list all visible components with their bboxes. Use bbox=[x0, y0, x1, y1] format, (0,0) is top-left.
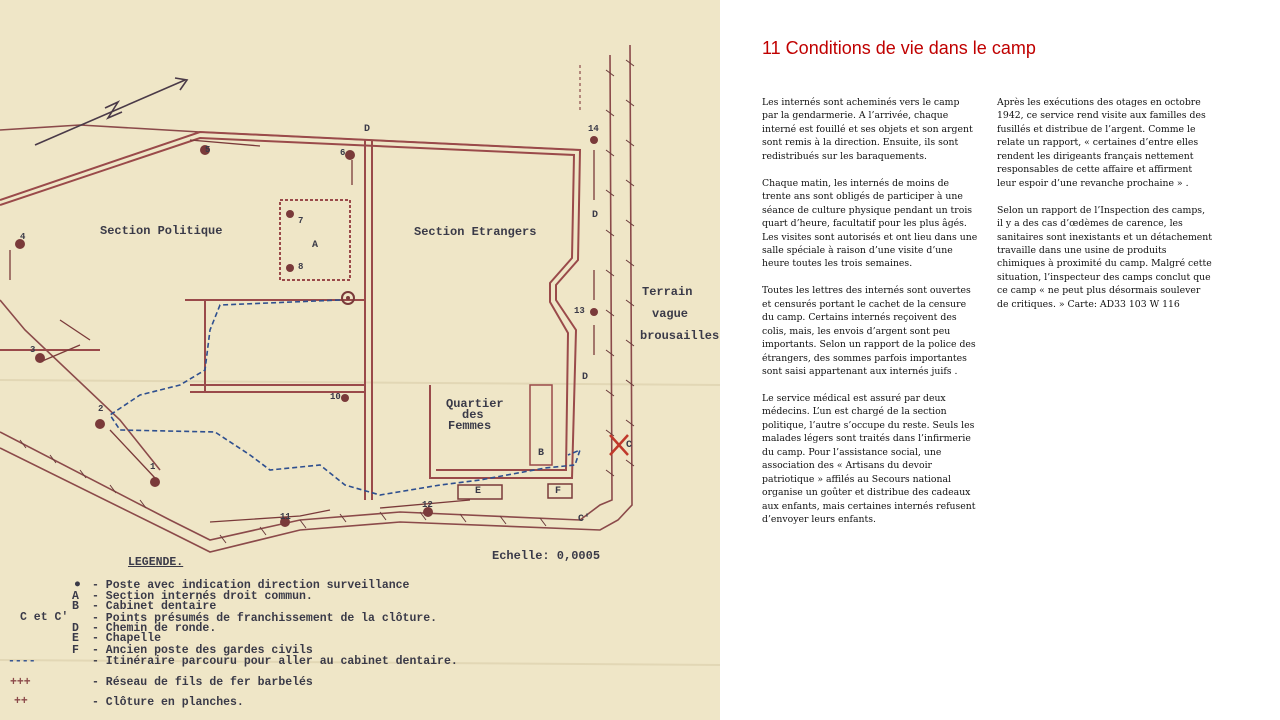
legend-key: ++ bbox=[14, 695, 28, 708]
legend-key: ● bbox=[74, 578, 81, 591]
legend-text: - Section internés droit commun. bbox=[92, 590, 313, 603]
post-number: 11 bbox=[280, 512, 291, 522]
post-number: 8 bbox=[298, 262, 304, 272]
legend-key: E bbox=[72, 632, 79, 645]
label-brousailles: brousailles bbox=[640, 329, 720, 343]
label-quartier: Quartier bbox=[446, 397, 504, 411]
legend-text: - Points présumés de franchissement de la clôture. bbox=[92, 612, 438, 625]
label-d-top: D bbox=[364, 124, 371, 135]
paragraph: Les internés sont acheminés vers le camp par la gendarmerie. A l’arrivée, chaque interné est fouillé et ses objets et son argent sont remis à la direction. Ensuite, ils sont redistribués sur les baraquements. bbox=[762, 97, 973, 162]
legend-text: - Chemin de ronde. bbox=[92, 622, 217, 635]
label-section-politique: Section Politique bbox=[100, 224, 223, 238]
legend-text: - Cabinet dentaire bbox=[92, 600, 217, 613]
legend-key: A bbox=[72, 590, 79, 603]
legend-key: D bbox=[72, 622, 79, 635]
post-number: 12 bbox=[422, 500, 433, 510]
post-number: 1 bbox=[150, 462, 156, 472]
post-number: 7 bbox=[298, 216, 304, 226]
legend-key: F bbox=[72, 644, 79, 657]
paragraph: Après les exécutions des otages en octobre 1942, ce service rend visite aux familles des fusillés et distribue de l’argent. Comme le relate un rapport, « certaines d’entre elles rendent les dirigeants français nettement responsables de cette affaire et affirment leur espoir d’une revanche prochaine » . bbox=[997, 97, 1206, 189]
text-column-right bbox=[997, 96, 1213, 325]
map-scale: Echelle: 0,0005 bbox=[492, 549, 601, 563]
legend-text: - Chapelle bbox=[92, 632, 162, 645]
guard-posts bbox=[15, 136, 598, 527]
label-a: A bbox=[312, 240, 319, 251]
label-terrain: Terrain bbox=[642, 285, 693, 299]
paragraph: Selon un rapport de l’Inspection des camps, il y a des cas d’œdèmes de carence, les sanitaires sont inexistants et un détachement travaille dans une usine de produits chimiques à proximité du camp. Malgré cette situation, l’inspecteur des camps conclut que ce camp « ne peut plus désormais soulever de critiques. » Carte: AD33 103 W 116 bbox=[997, 204, 1213, 310]
slide-title: 11 Conditions de vie dans le camp bbox=[762, 38, 1036, 58]
surveillance-arrows bbox=[10, 140, 594, 522]
legend-key: ---- bbox=[8, 655, 36, 668]
legend-title: LEGENDE. bbox=[128, 556, 184, 569]
label-vague: vague bbox=[652, 307, 689, 321]
post-number: 6 bbox=[340, 148, 346, 158]
label-d-lower: D bbox=[582, 372, 589, 383]
legend-text: - Poste avec indication direction surveillance bbox=[92, 579, 410, 592]
legend-text: - Clôture en planches. bbox=[92, 696, 244, 709]
post-number: 14 bbox=[588, 124, 599, 134]
label-section-etrangers: Section Etrangers bbox=[414, 225, 537, 239]
paragraph: Le service médical est assuré par deux médecins. L’un est chargé de la section politique, l’autre s’occupe du reste. Seuls les malades légers sont traités dans l’infirmerie du camp. Pour l’assistance social, une association des « Artisans du devoir patriotique » affilés au Secours national organise un goûter et distribue des cadeaux aux enfants, mais certaines internés refusent d’envoyer leurs enfants. bbox=[762, 392, 976, 525]
post-number: 3 bbox=[30, 345, 36, 355]
post-number: 2 bbox=[98, 404, 104, 414]
label-c: C bbox=[626, 440, 633, 451]
post-number: 4 bbox=[20, 232, 26, 242]
post-number: 13 bbox=[574, 306, 585, 316]
north-arrow-icon bbox=[35, 78, 187, 145]
label-femmes: Femmes bbox=[448, 419, 492, 433]
label-f: F bbox=[555, 486, 562, 497]
post-number: 10 bbox=[330, 392, 341, 402]
legend-text: - Réseau de fils de fer barbelés bbox=[92, 676, 313, 689]
camp-enclosure bbox=[0, 132, 580, 500]
legend-key: B bbox=[72, 600, 79, 613]
label-d-right: D bbox=[592, 210, 599, 221]
text-column-left bbox=[762, 96, 978, 540]
label-b: B bbox=[538, 448, 545, 459]
legend-key: +++ bbox=[10, 676, 31, 689]
legend-text: - Itinéraire parcouru pour aller au cabinet dentaire. bbox=[92, 655, 458, 668]
label-e: E bbox=[475, 486, 482, 497]
label-c-prime: C' bbox=[578, 514, 591, 525]
post-number: 5 bbox=[205, 145, 211, 155]
label-des: des bbox=[462, 408, 484, 422]
legend-text: - Ancien poste des gardes civils bbox=[92, 644, 313, 657]
legend-key: C et C' bbox=[20, 611, 69, 624]
paragraph: Toutes les lettres des internés sont ouvertes et censurés portant le cachet de la censure du camp. Certains internés reçoivent des colis, mais, les envois d’argent sont peu importants. Selon un rapport de la police des étrangers, des sommes parfois importantes sont saisi appartenant aux internés juifs . bbox=[762, 285, 976, 378]
paragraph: Chaque matin, les internés de moins de trente ans sont obligés de participer à une séance de culture physique pendant un trois quart d’heure, facultatif pour les plus âgés. Les visites sont autorisés et ont lieu dans une salle spéciale à raison d’une visite d’une heure toutes les trois semaines. bbox=[762, 177, 978, 270]
barbed-wire-fence bbox=[0, 45, 632, 552]
